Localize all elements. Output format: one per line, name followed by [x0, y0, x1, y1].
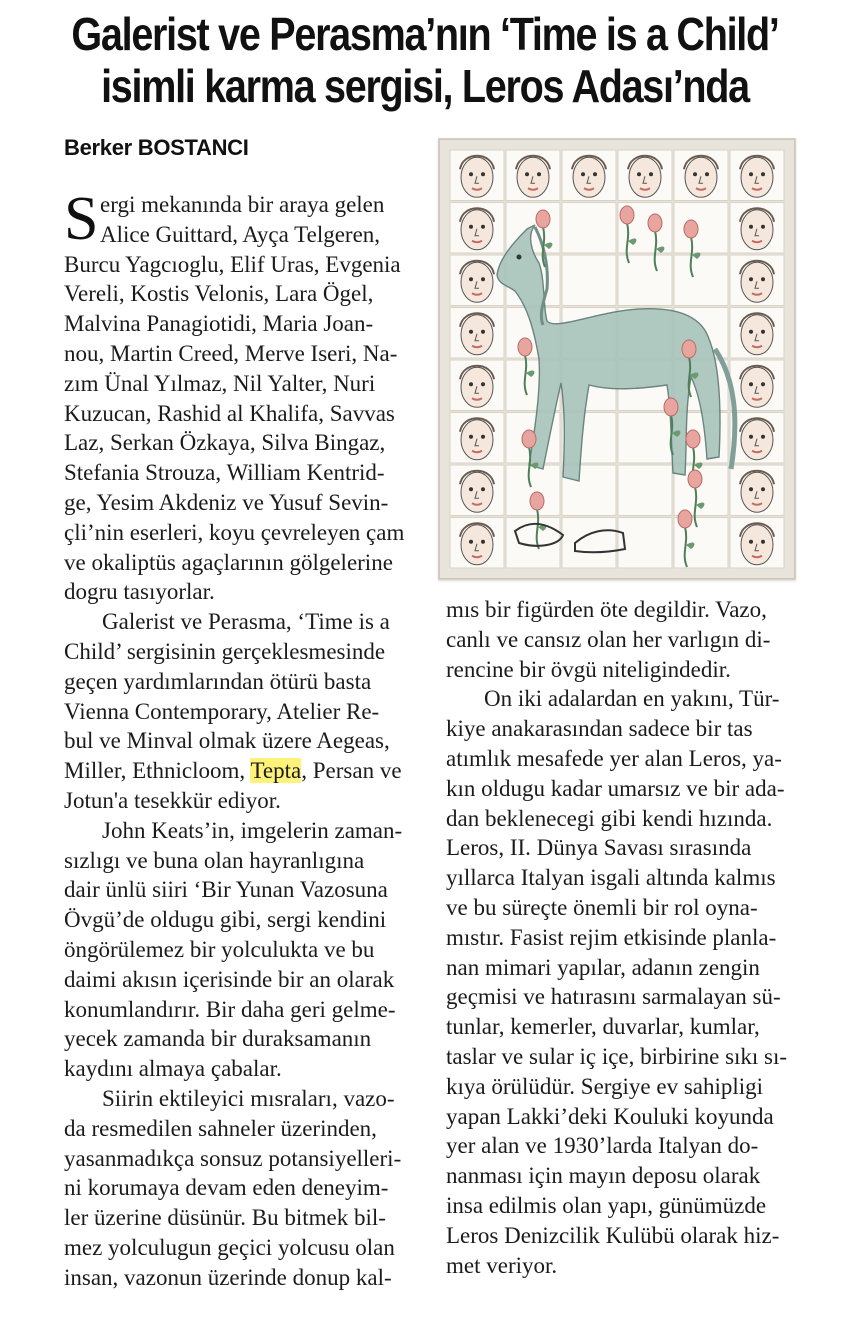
ceramic-tile	[562, 203, 616, 254]
text-line: zım Ünal Yılmaz, Nil Yalter, Nuri	[64, 370, 376, 396]
text-line: John Keats’in, imgelerin zaman-	[102, 817, 403, 843]
text-segment: , Persan ve	[301, 758, 402, 784]
text-line: mez yolculugun geçici yolcusu olan	[64, 1234, 395, 1260]
text-line: bul ve Minval olmak üzere Aegeas,	[64, 728, 390, 754]
text-line: ergi mekanında bir araya gelen	[100, 192, 385, 217]
text-line: ve bu süreçte önemli bir rol oyna-	[446, 894, 758, 920]
text-line: yasanmadıkça sonsuz potansiyelleri-	[64, 1145, 402, 1171]
tile-artwork-illustration	[439, 139, 795, 579]
text-line: insa edilmis olan yapı, günümüzde	[446, 1192, 767, 1218]
text-line: geçen yardımlarından ötürü basta	[64, 668, 372, 694]
text-line: Vereli, Kostis Velonis, Lara Ögel,	[64, 281, 374, 307]
text-line: nanması için mayın deposu olarak	[446, 1163, 761, 1189]
text-line: Malvina Panagiotidi, Maria Joan-	[64, 311, 374, 337]
headline-line-2: isimli karma sergisi, Leros Adası’nda	[101, 60, 749, 112]
text-line: Alice Guittard, Ayça Telgeren,	[100, 221, 381, 247]
text-line: Laz, Serkan Özkaya, Silva Bingaz,	[64, 430, 386, 456]
text-line: canlı ve cansız olan her varlıgın di-	[446, 626, 771, 652]
article-column-left	[64, 185, 405, 1292]
text-line: Burcu Yagcıoglu, Elif Uras, Evgenia	[64, 251, 401, 277]
text-line: ve okaliptüs agaçlarının gölgelerine	[64, 549, 393, 575]
author-byline: Berker BOSTANCI	[64, 135, 249, 160]
ceramic-tile	[562, 518, 616, 569]
text-line: kın oldugu kadar umarsız ve bir ada-	[446, 775, 785, 801]
highlighted-word: Tepta	[250, 758, 302, 784]
text-line: Kuzucan, Rashid al Khalifa, Savvas	[64, 400, 395, 426]
text-line: taslar ve sular iç içe, birbirine sıkı sı-	[446, 1043, 788, 1069]
ceramic-tile	[618, 413, 672, 464]
text-line: tunlar, kemerler, duvarlar, kumlar,	[446, 1014, 760, 1040]
text-line: dogru tasıyorlar.	[64, 579, 215, 605]
text-line: On iki adalardan en yakını, Tür-	[484, 686, 780, 712]
text-line: yıllarca Italyan isgali altında kalmıs	[446, 865, 776, 891]
text-line: geçmisi ve hatırasını sarmalayan sü-	[446, 984, 781, 1010]
text-line: da resmedilen sahneler üzerinden,	[64, 1115, 377, 1141]
text-line: Vienna Contemporary, Atelier Re-	[64, 698, 380, 724]
ceramic-tile	[674, 203, 728, 254]
drop-cap: S	[64, 185, 99, 253]
text-segment: Miller, Ethnicloom,	[64, 758, 246, 784]
ceramic-tile	[618, 255, 672, 306]
headline-line-1: Galerist ve Perasma’nın ‘Time is a Child’	[71, 8, 779, 60]
text-line: atımlık mesafede yer alan Leros, ya-	[446, 745, 782, 771]
ceramic-tile	[618, 465, 672, 516]
text-line: daimi akısın içerisinde bir an olarak	[64, 966, 395, 992]
text-line	[64, 756, 404, 786]
article-column-right	[446, 595, 787, 1280]
ceramic-tile	[618, 518, 672, 569]
text-line: dan beklenecegi gibi kendi hızında.	[446, 805, 773, 831]
text-line: yer alan ve 1930’larda Italyan do-	[446, 1133, 759, 1159]
text-line: ge, Yesim Akdeniz ve Yusuf Sevin-	[64, 489, 389, 515]
text-line: yapan Lakki’deki Kouluki koyunda	[446, 1103, 774, 1129]
text-line: rencine bir övgü niteligindedir.	[446, 656, 731, 682]
text-line: Övgü’de oldugu gibi, sergi kendini	[64, 907, 387, 933]
text-line: Child’ sergisinin gerçeklesmesinde	[64, 638, 386, 664]
text-line: nan mimari yapılar, adanın zengin	[446, 954, 760, 980]
text-line: kıya örülüdür. Sergiye ev sahipligi	[446, 1073, 764, 1099]
text-line: Leros Denizcilik Kulübü olarak hiz-	[446, 1222, 780, 1248]
text-line: mıstır. Fasist rejim etkisinde planla-	[446, 924, 777, 950]
text-line: met veriyor.	[446, 1252, 558, 1278]
ceramic-tile	[562, 255, 616, 306]
text-line: sızlıgı ve buna olan hayranlıgına	[64, 847, 365, 873]
artwork-photo	[438, 138, 796, 580]
text-line: nou, Martin Creed, Merve Iseri, Na-	[64, 340, 398, 366]
headline	[60, 8, 791, 112]
text-line: Stefania Strouza, William Kentrid-	[64, 460, 385, 486]
text-line: Jotun'a tesekkür ediyor.	[64, 787, 281, 813]
text-line: ni korumaya devam eden deneyim-	[64, 1175, 389, 1201]
text-line: ler üzerine düsünür. Bu bitmek bil-	[64, 1205, 386, 1231]
text-line: insan, vazonun üzerinde donup kal-	[64, 1264, 392, 1290]
text-line: öngörülemez bir yolculukta ve bu	[64, 936, 375, 962]
text-line: Leros, II. Dünya Savası sırasında	[446, 835, 752, 861]
text-line: çli’nin eserleri, koyu çevreleyen çam	[64, 519, 405, 545]
horse-eye	[517, 255, 522, 260]
ceramic-tile	[674, 255, 728, 306]
text-line: yecek zamanda bir duraksamanın	[64, 1026, 372, 1052]
text-line: kaydını almaya çabalar.	[64, 1056, 282, 1082]
text-line: dair ünlü siiri ‘Bir Yunan Vazosuna	[64, 877, 388, 903]
text-line: konumlandırır. Bir daha geri gelme-	[64, 996, 396, 1022]
text-line: Galerist ve Perasma, ‘Time is a	[102, 609, 390, 635]
text-line: mıs bir figürden öte degildir. Vazo,	[446, 597, 767, 622]
text-line: Siirin ektileyici mısraları, vazo-	[102, 1085, 395, 1111]
text-line: kiye anakarasından sadece bir tas	[446, 716, 753, 742]
